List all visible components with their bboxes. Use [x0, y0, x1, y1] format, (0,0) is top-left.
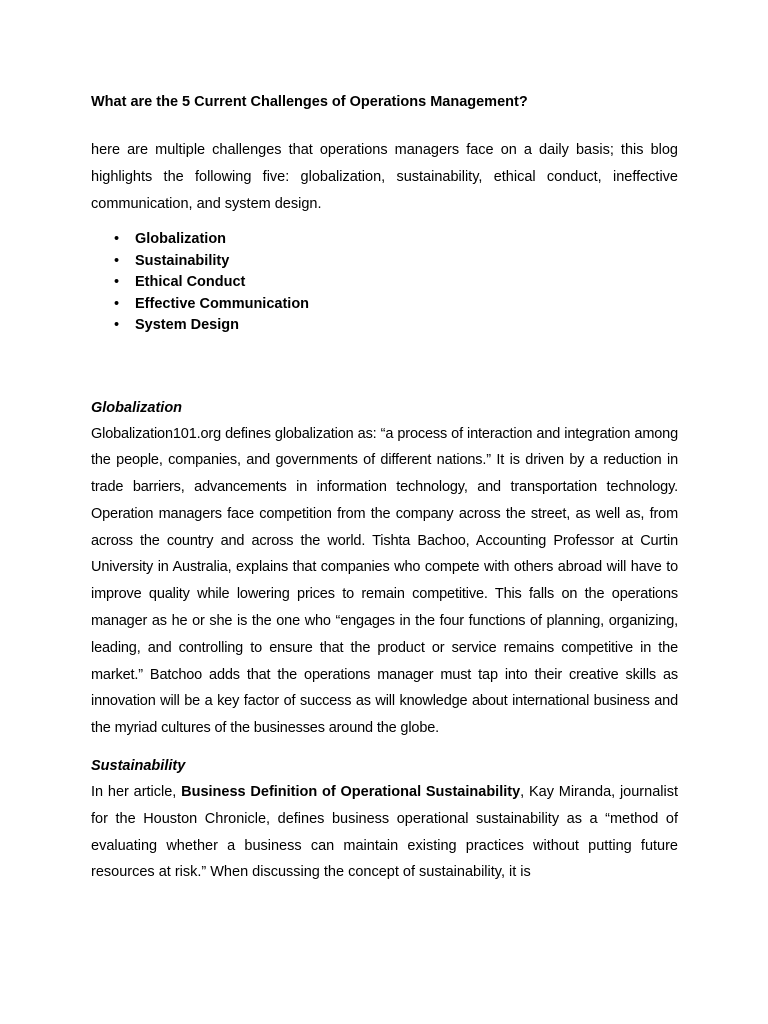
sustainability-body-prefix: In her article,: [91, 784, 177, 801]
bullet-label: Effective Communication: [135, 295, 310, 312]
bullet-label: Sustainability: [135, 252, 230, 269]
bullet-dot-icon: •: [114, 274, 120, 290]
bullet-item-globalization: [91, 229, 678, 251]
article-title: Business Definition of Operational Sustainability: [181, 784, 521, 801]
bullet-dot-icon: •: [114, 317, 120, 333]
bullet-item-ethical-conduct: [91, 272, 678, 294]
bullet-label: Ethical Conduct: [135, 274, 246, 290]
document-content: [91, 93, 678, 886]
document-title: What are the 5 Current Challenges of Operations Management?: [91, 94, 528, 110]
bullet-label: Globalization: [135, 231, 227, 247]
sustainability-paragraph: [91, 779, 678, 886]
sustainability-body-rest: , Kay Miranda, journalist for the Houston Chronicle, defines business operational sustainability as a “method of evaluating whether a business can maintain existing practices without putting future resources at risk.” When discussing the concept of sustainability, it is: [91, 784, 678, 881]
intro-paragraph: here are multiple challenges that operations managers face on a daily basis; this blog highlights the following five: globalization, sustainability, ethical conduct, ineffective communication, and system design.: [91, 142, 678, 212]
bullet-item-effective-communication: [91, 294, 678, 316]
globalization-body: Globalization101.org defines globalization as: “a process of interaction and integration among the people, companies, and governments of different nations.” It is driven by a reduction in trade barriers, advancements in information technology, and transportation technology. Operation managers face competition from the company across the street, as well as, from across the country and across the world. Tishta Bachoo, Accounting Professor at Curtin University in Australia, explains that companies who compete with others abroad will have to improve quality while lowering prices to remain competitive. This falls on the operations manager as he or she is the one who “engages in the four functions of planning, organizing, leading, and controlling to ensure that the product or service remains competitive in the market.” Batchoo adds that the operations manager must tap into their creative skills as innovation will be a key factor of success as will knowledge about international business and the myriad cultures of the businesses around the globe.: [91, 425, 678, 737]
section-heading-globalization: Globalization: [91, 399, 183, 416]
bullet-dot-icon: •: [114, 295, 120, 312]
bullet-item-system-design: [91, 315, 678, 337]
bullet-label: System Design: [135, 317, 239, 333]
bullet-item-sustainability: [91, 251, 678, 273]
globalization-paragraph: [91, 421, 678, 743]
section-heading-sustainability: Sustainability: [91, 758, 186, 775]
challenges-bullet-list: [91, 229, 678, 337]
bullet-dot-icon: •: [114, 252, 120, 269]
bullet-dot-icon: •: [114, 231, 120, 247]
